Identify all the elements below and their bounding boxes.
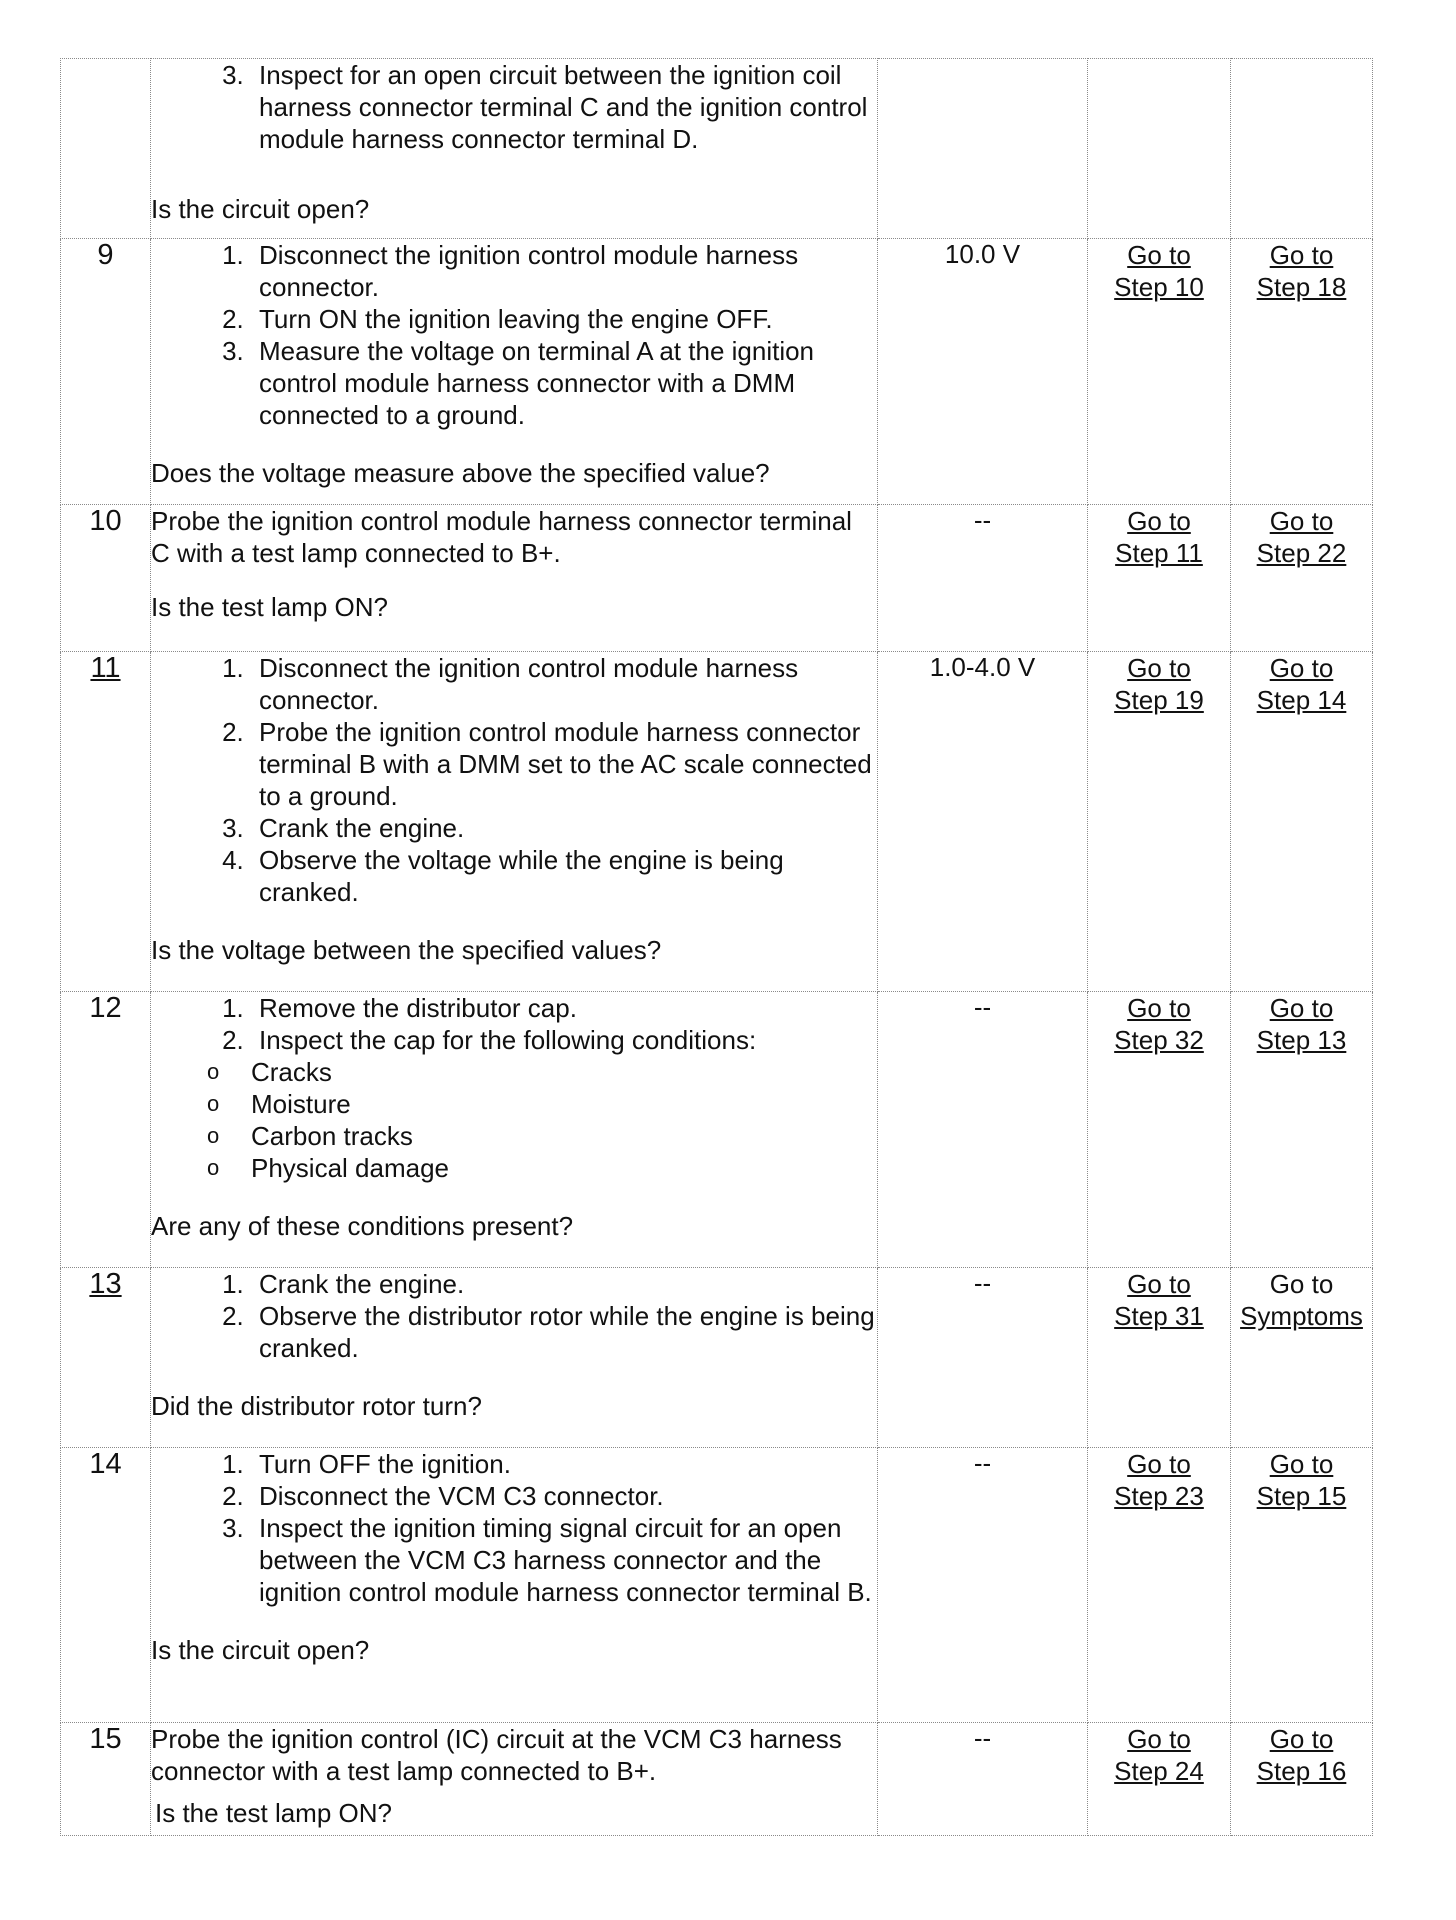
action-step: 3. Inspect for an open circuit between the ignition coil harness connector terminal C and the ignition control module harness connector terminal D. bbox=[251, 59, 877, 155]
go-to-step-15-link[interactable]: Go to Step 15 bbox=[1256, 1449, 1347, 1511]
go-to-step-22-link[interactable]: Go to Step 22 bbox=[1256, 506, 1347, 568]
go-to-step-18-link[interactable]: Go to Step 18 bbox=[1256, 240, 1347, 302]
condition-item: o Moisture bbox=[251, 1088, 877, 1120]
action-cell bbox=[151, 505, 878, 652]
step-question: Is the test lamp ON? bbox=[155, 1798, 392, 1828]
action-cell bbox=[151, 1723, 878, 1836]
no-cell bbox=[1231, 992, 1373, 1268]
action-cell bbox=[151, 1448, 878, 1723]
table-row bbox=[61, 652, 1373, 992]
value-cell: -- bbox=[878, 992, 1088, 1268]
action-step: 1. Disconnect the ignition control module harness connector. bbox=[251, 239, 877, 303]
yes-cell bbox=[1088, 505, 1231, 652]
yes-cell bbox=[1088, 239, 1231, 505]
table-row bbox=[61, 992, 1373, 1268]
action-step: 2. Disconnect the VCM C3 connector. bbox=[251, 1480, 877, 1512]
step-question: Is the voltage between the specified values? bbox=[151, 935, 662, 965]
go-to-step-10-link[interactable]: Go to Step 10 bbox=[1114, 240, 1204, 302]
go-to-step-14-link[interactable]: Go to Step 14 bbox=[1256, 653, 1347, 715]
step-number: 15 bbox=[61, 1723, 151, 1836]
go-to-step-11-link[interactable]: Go to Step 11 bbox=[1115, 506, 1203, 568]
diagnostic-table bbox=[60, 58, 1373, 1836]
go-to-step-19-link[interactable]: Go to Step 19 bbox=[1114, 653, 1204, 715]
go-to-step-13-link[interactable]: Go to Step 13 bbox=[1256, 993, 1347, 1055]
yes-cell bbox=[1088, 59, 1231, 239]
no-cell bbox=[1231, 239, 1373, 505]
step-number: 12 bbox=[61, 992, 151, 1268]
action-cell bbox=[151, 239, 878, 505]
table-row bbox=[61, 239, 1373, 505]
action-cell bbox=[151, 59, 878, 239]
conditions-list bbox=[151, 1056, 877, 1184]
no-cell bbox=[1231, 59, 1373, 239]
action-step: 3. Crank the engine. bbox=[251, 812, 877, 844]
table-row bbox=[61, 59, 1373, 239]
yes-cell bbox=[1088, 1448, 1231, 1723]
table-row bbox=[61, 1448, 1373, 1723]
go-to-step-16-link[interactable]: Go to Step 16 bbox=[1256, 1724, 1347, 1786]
value-cell: -- bbox=[878, 1268, 1088, 1448]
action-step: 1. Disconnect the ignition control module harness connector. bbox=[251, 652, 877, 716]
go-to-step-23-link[interactable]: Go to Step 23 bbox=[1114, 1449, 1204, 1511]
step-number bbox=[61, 59, 151, 239]
value-cell bbox=[878, 59, 1088, 239]
step-number: 10 bbox=[61, 505, 151, 652]
action-step: 1. Remove the distributor cap. bbox=[251, 992, 877, 1024]
action-step: 4. Observe the voltage while the engine is being cranked. bbox=[251, 844, 877, 908]
step-number: 11 bbox=[61, 652, 151, 992]
condition-item: o Cracks bbox=[251, 1056, 877, 1088]
table-row bbox=[61, 1723, 1373, 1836]
step-question: Does the voltage measure above the specified value? bbox=[151, 458, 770, 488]
condition-item: o Physical damage bbox=[251, 1152, 877, 1184]
step-question: Is the circuit open? bbox=[151, 1635, 370, 1665]
action-cell bbox=[151, 992, 878, 1268]
no-cell bbox=[1231, 1268, 1373, 1448]
action-step: 2. Probe the ignition control module harness connector terminal B with a DMM set to the AC scale connected to a ground. bbox=[251, 716, 877, 812]
table-row bbox=[61, 1268, 1373, 1448]
action-step: 1. Crank the engine. bbox=[251, 1268, 877, 1300]
step-number: 9 bbox=[61, 239, 151, 505]
step-question: Did the distributor rotor turn? bbox=[151, 1391, 482, 1421]
step-question: Is the test lamp ON? bbox=[151, 592, 388, 622]
yes-cell bbox=[1088, 652, 1231, 992]
step-number: 14 bbox=[61, 1448, 151, 1723]
table-row bbox=[61, 505, 1373, 652]
no-cell bbox=[1231, 1723, 1373, 1836]
go-to-step-31-link[interactable]: Go to Step 31 bbox=[1114, 1269, 1204, 1331]
action-cell bbox=[151, 1268, 878, 1448]
go-to-step-24-link[interactable]: Go to Step 24 bbox=[1114, 1724, 1204, 1786]
action-paragraph: Probe the ignition control module harness connector terminal C with a test lamp connected to B+. bbox=[151, 506, 852, 568]
value-cell: 10.0 V bbox=[878, 239, 1088, 505]
action-paragraph: Probe the ignition control (IC) circuit at the VCM C3 harness connector with a test lamp connected to B+. bbox=[151, 1724, 842, 1786]
step-number: 13 bbox=[61, 1268, 151, 1448]
value-cell: 1.0-4.0 V bbox=[878, 652, 1088, 992]
no-cell bbox=[1231, 652, 1373, 992]
value-cell: -- bbox=[878, 1448, 1088, 1723]
action-step: 2. Observe the distributor rotor while the engine is being cranked. bbox=[251, 1300, 877, 1364]
go-to-symptoms-link[interactable]: Go to Symptoms bbox=[1240, 1269, 1363, 1331]
condition-item: o Carbon tracks bbox=[251, 1120, 877, 1152]
go-to-step-32-link[interactable]: Go to Step 32 bbox=[1114, 993, 1204, 1055]
action-step: 2. Turn ON the ignition leaving the engine OFF. bbox=[251, 303, 877, 335]
yes-cell bbox=[1088, 1268, 1231, 1448]
action-cell bbox=[151, 652, 878, 992]
step-question: Is the circuit open? bbox=[151, 194, 370, 224]
action-step: 1. Turn OFF the ignition. bbox=[251, 1448, 877, 1480]
no-cell bbox=[1231, 505, 1373, 652]
action-step: 2. Inspect the cap for the following conditions: bbox=[251, 1024, 877, 1056]
action-step: 3. Inspect the ignition timing signal circuit for an open between the VCM C3 harness connector and the ignition control module harness connector terminal B. bbox=[251, 1512, 877, 1608]
step-question: Are any of these conditions present? bbox=[151, 1211, 574, 1241]
yes-cell bbox=[1088, 992, 1231, 1268]
yes-cell bbox=[1088, 1723, 1231, 1836]
no-cell bbox=[1231, 1448, 1373, 1723]
value-cell: -- bbox=[878, 505, 1088, 652]
action-step: 3. Measure the voltage on terminal A at the ignition control module harness connector with a DMM connected to a ground. bbox=[251, 335, 877, 431]
value-cell: -- bbox=[878, 1723, 1088, 1836]
